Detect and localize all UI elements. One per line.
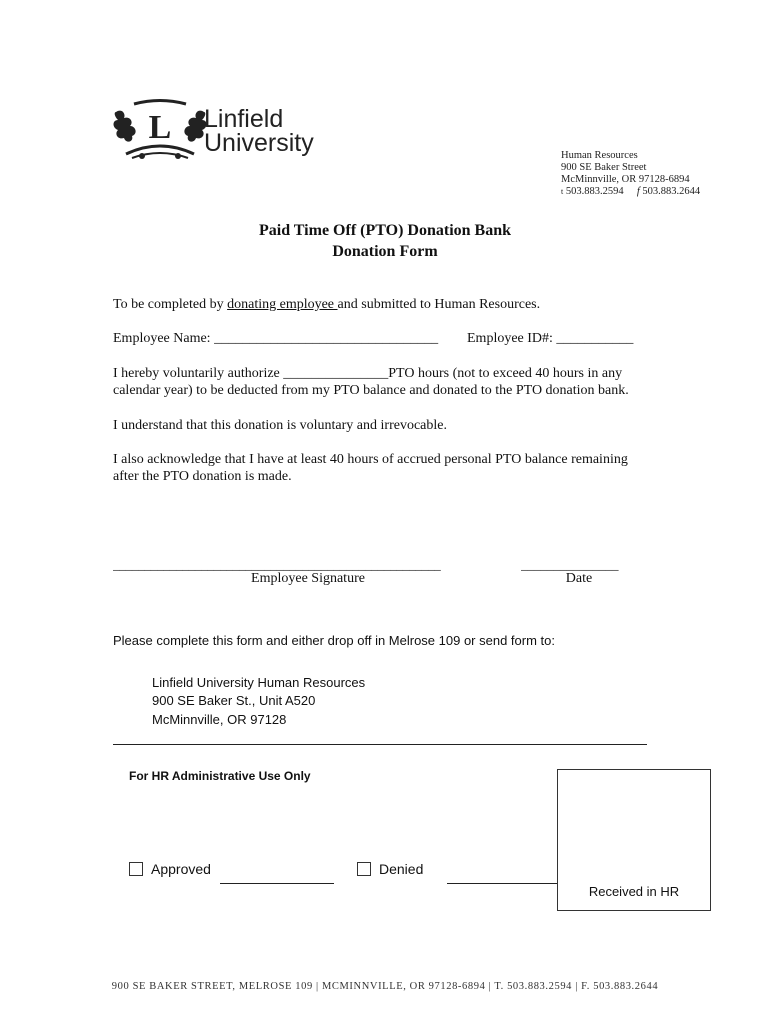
fax-number: 503.883.2644 — [642, 186, 701, 197]
phone-number: 503.883.2594 — [565, 186, 624, 197]
employee-id-field[interactable]: Employee ID#: ___________ — [467, 331, 634, 346]
denied-initials-line[interactable] — [447, 883, 557, 884]
form-title: Paid Time Off (PTO) Donation Bank — [258, 222, 512, 239]
voluntary-statement: I understand that this donation is voluntary and irrevocable. — [113, 418, 447, 433]
intro-text — [113, 296, 540, 313]
intro-after: and submitted to Human Resources. — [337, 297, 541, 312]
section-divider — [113, 744, 647, 745]
address-dept: Human Resources — [561, 150, 638, 161]
instructions-text: Please complete this form and either drop off in Melrose 109 or send form to: — [113, 633, 555, 648]
logo-letter-mark: L — [148, 109, 172, 146]
approved-initials-line[interactable] — [220, 883, 334, 884]
hr-section-heading: For HR Administrative Use Only — [129, 769, 311, 783]
authorize-line1: I hereby voluntarily authorize _______________PTO hours (not to exceed 40 hours in any — [113, 366, 623, 381]
form-subtitle: Donation Form — [332, 243, 438, 260]
fax-prefix: f — [636, 186, 640, 197]
received-label: Received in HR — [588, 884, 680, 899]
address-phone-fax — [561, 186, 700, 198]
signature-line[interactable]: ____________________________________________________ — [113, 557, 441, 572]
acknowledge-line2: after the PTO donation is made. — [113, 469, 292, 484]
mailing-line2: 900 SE Baker St., Unit A520 — [152, 693, 316, 708]
approved-label: Approved — [151, 861, 211, 877]
denied-checkbox[interactable] — [357, 862, 371, 876]
page-footer: 900 SE BAKER STREET, MELROSE 109 | MCMINNVILLE, OR 97128-6894 | T. 503.883.2594 | F. 503.883.2644 — [111, 981, 659, 992]
date-line[interactable]: _______________ — [521, 557, 619, 572]
intro-before: To be completed by — [113, 297, 228, 312]
mailing-line3: McMinnville, OR 97128 — [152, 712, 287, 727]
logo-name-line1: Linfield — [204, 105, 284, 133]
signature-label: Employee Signature — [251, 571, 365, 586]
acknowledge-line1: I also acknowledge that I have at least 40 hours of accrued personal PTO balance remaining — [113, 452, 628, 467]
date-label: Date — [565, 571, 593, 586]
denied-label: Denied — [379, 861, 424, 877]
address-street: 900 SE Baker Street — [561, 162, 647, 173]
oak-leaf-left-icon — [114, 111, 136, 142]
intro-underlined: donating employee — [227, 297, 338, 312]
mailing-line1: Linfield University Human Resources — [152, 675, 366, 690]
address-city: McMinnville, OR 97128-6894 — [561, 174, 690, 185]
employee-name-field[interactable]: Employee Name: ________________________________ — [113, 331, 439, 346]
phone-prefix: t — [561, 187, 564, 196]
logo-name-line2: University — [204, 129, 314, 157]
authorize-line2: calendar year) to be deducted from my PTO balance and donated to the PTO donation bank. — [113, 383, 629, 398]
logo-arch-icon — [134, 101, 186, 105]
approved-checkbox[interactable] — [129, 862, 143, 876]
